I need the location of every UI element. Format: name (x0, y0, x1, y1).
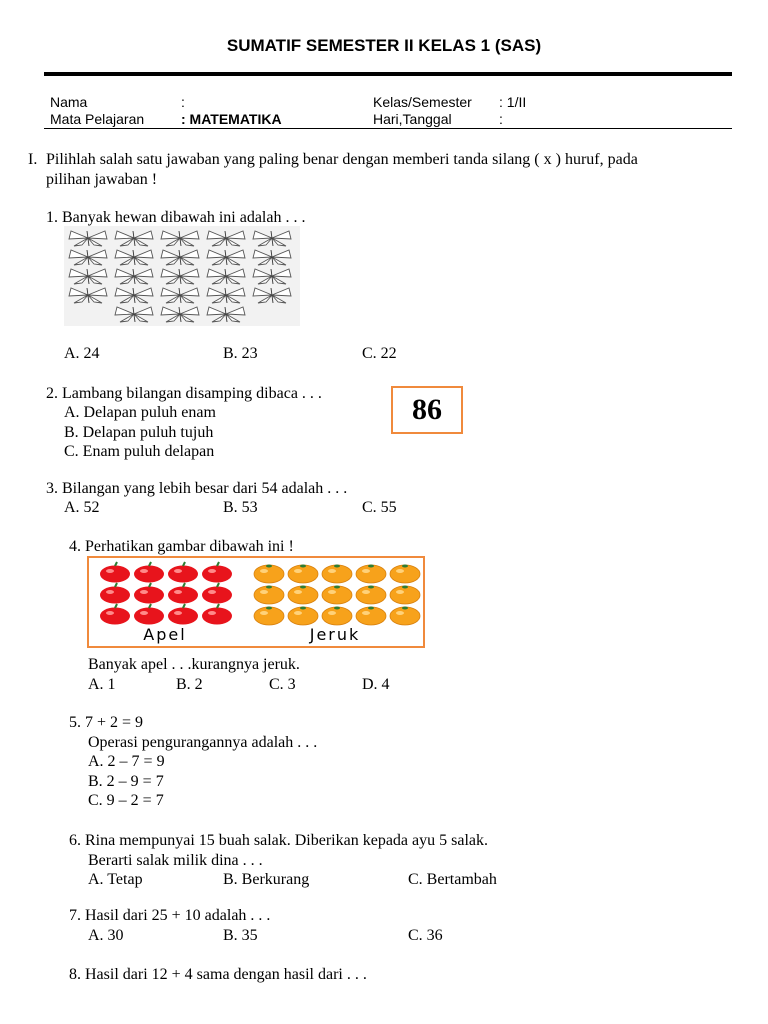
question-6-text-2: Berarti salak milik dina . . . (88, 852, 263, 869)
section-number: I. (28, 151, 38, 168)
q3-option-b[interactable]: B. 53 (223, 499, 258, 516)
q5-option-a[interactable]: A. 2 – 7 = 9 (88, 753, 165, 770)
q7-option-b[interactable]: B. 35 (223, 927, 258, 944)
instruction-line-2: pilihan jawaban ! (46, 171, 158, 188)
q7-option-c[interactable]: C. 36 (408, 927, 443, 944)
orange-icon (390, 607, 420, 626)
apple-icon (134, 562, 164, 583)
butterfly-icon (115, 250, 153, 265)
apple-icon (134, 604, 164, 625)
butterfly-icon (69, 231, 107, 246)
question-1-text: 1. Banyak hewan dibawah ini adalah . . . (46, 209, 306, 226)
q2-option-c[interactable]: C. Enam puluh delapan (64, 443, 215, 460)
butterfly-icon (253, 231, 291, 246)
orange-icon (288, 565, 318, 584)
apple-icon (168, 562, 198, 583)
question-6-text: 6. Rina mempunyai 15 buah salak. Diberikan kepada ayu 5 salak. (69, 832, 488, 849)
butterflies-svg (64, 226, 300, 326)
butterfly-icon (161, 307, 199, 322)
header-rule-bottom (44, 128, 732, 129)
orange-icon (356, 586, 386, 605)
mapel-value: : MATEMATIKA (181, 111, 282, 127)
number-box: 86 (391, 386, 463, 434)
question-5-text: 5. 7 + 2 = 9 (69, 714, 144, 731)
orange-icon (322, 607, 352, 626)
fruit-svg (89, 558, 423, 646)
apple-icon (168, 604, 198, 625)
fruit-figure (87, 556, 425, 648)
butterfly-icon (115, 288, 153, 303)
question-5-text-2: Operasi pengurangannya adalah . . . (88, 734, 318, 751)
kelas-value: : 1/II (499, 94, 527, 110)
apple-icon (202, 583, 232, 604)
butterfly-icon (207, 269, 245, 284)
apple-icon (202, 604, 232, 625)
hari-label: Hari,Tanggal (373, 111, 452, 127)
apple-icon (100, 604, 130, 625)
apple-icon (100, 583, 130, 604)
apple-icon (100, 562, 130, 583)
apple-icon (134, 583, 164, 604)
q5-option-c[interactable]: C. 9 – 2 = 7 (88, 792, 164, 809)
q6-option-a[interactable]: A. Tetap (88, 871, 143, 888)
q3-option-c[interactable]: C. 55 (362, 499, 397, 516)
butterfly-icon (161, 288, 199, 303)
q4-option-b[interactable]: B. 2 (176, 676, 203, 693)
q6-option-b[interactable]: B. Berkurang (223, 871, 310, 888)
instruction-line-1: Pilihlah salah satu jawaban yang paling benar dengan memberi tanda silang ( x ) huruf, pada (46, 151, 638, 168)
apple-label: Apel (143, 625, 187, 644)
orange-icon (390, 586, 420, 605)
butterfly-icon (115, 231, 153, 246)
page-title: SUMATIF SEMESTER II KELAS 1 (SAS) (226, 36, 542, 55)
butterfly-icon (115, 269, 153, 284)
butterfly-icon (207, 231, 245, 246)
q4-option-c[interactable]: C. 3 (269, 676, 296, 693)
butterfly-icon (253, 288, 291, 303)
butterfly-icon (69, 269, 107, 284)
butterfly-icon (161, 250, 199, 265)
butterfly-icon (207, 307, 245, 322)
orange-icon (356, 565, 386, 584)
butterfly-icon (69, 288, 107, 303)
q7-option-a[interactable]: A. 30 (88, 927, 124, 944)
question-3-text: 3. Bilangan yang lebih besar dari 54 adalah . . . (46, 480, 348, 497)
q5-option-b[interactable]: B. 2 – 9 = 7 (88, 773, 164, 790)
butterfly-icon (161, 231, 199, 246)
butterfly-icon (253, 269, 291, 284)
orange-icon (288, 586, 318, 605)
apple-icon (168, 583, 198, 604)
butterfly-icon (115, 307, 153, 322)
butterfly-icon (207, 288, 245, 303)
question-2-text: 2. Lambang bilangan disamping dibaca . . . (46, 385, 322, 402)
question-4-text: 4. Perhatikan gambar dibawah ini ! (69, 538, 294, 555)
q1-option-b[interactable]: B. 23 (223, 345, 258, 362)
q4-option-a[interactable]: A. 1 (88, 676, 116, 693)
butterfly-icon (69, 250, 107, 265)
header-rule-top (44, 72, 732, 76)
kelas-label: Kelas/Semester (373, 94, 472, 110)
q2-option-b[interactable]: B. Delapan puluh tujuh (64, 424, 214, 441)
q1-option-c[interactable]: C. 22 (362, 345, 397, 362)
orange-icon (254, 565, 284, 584)
orange-icon (356, 607, 386, 626)
q3-option-a[interactable]: A. 52 (64, 499, 100, 516)
butterfly-icon (161, 269, 199, 284)
q2-option-a[interactable]: A. Delapan puluh enam (64, 404, 216, 421)
orange-icon (254, 607, 284, 626)
orange-icon (288, 607, 318, 626)
butterflies-figure (64, 226, 300, 326)
mapel-label: Mata Pelajaran (50, 111, 145, 127)
q6-option-c[interactable]: C. Bertambah (408, 871, 497, 888)
orange-icon (390, 565, 420, 584)
orange-icon (322, 565, 352, 584)
nama-colon: : (181, 94, 185, 110)
butterfly-icon (207, 250, 245, 265)
q4-option-d[interactable]: D. 4 (362, 676, 390, 693)
hari-value: : (499, 111, 503, 127)
orange-icon (322, 586, 352, 605)
q1-option-a[interactable]: A. 24 (64, 345, 100, 362)
question-8-text: 8. Hasil dari 12 + 4 sama dengan hasil dari . . . (69, 966, 367, 983)
orange-icon (254, 586, 284, 605)
apple-icon (202, 562, 232, 583)
orange-label: Jeruk (309, 625, 361, 644)
nama-label: Nama (50, 94, 88, 110)
question-4-text-2: Banyak apel . . .kurangnya jeruk. (88, 656, 300, 673)
butterfly-icon (253, 250, 291, 265)
question-7-text: 7. Hasil dari 25 + 10 adalah . . . (69, 907, 271, 924)
